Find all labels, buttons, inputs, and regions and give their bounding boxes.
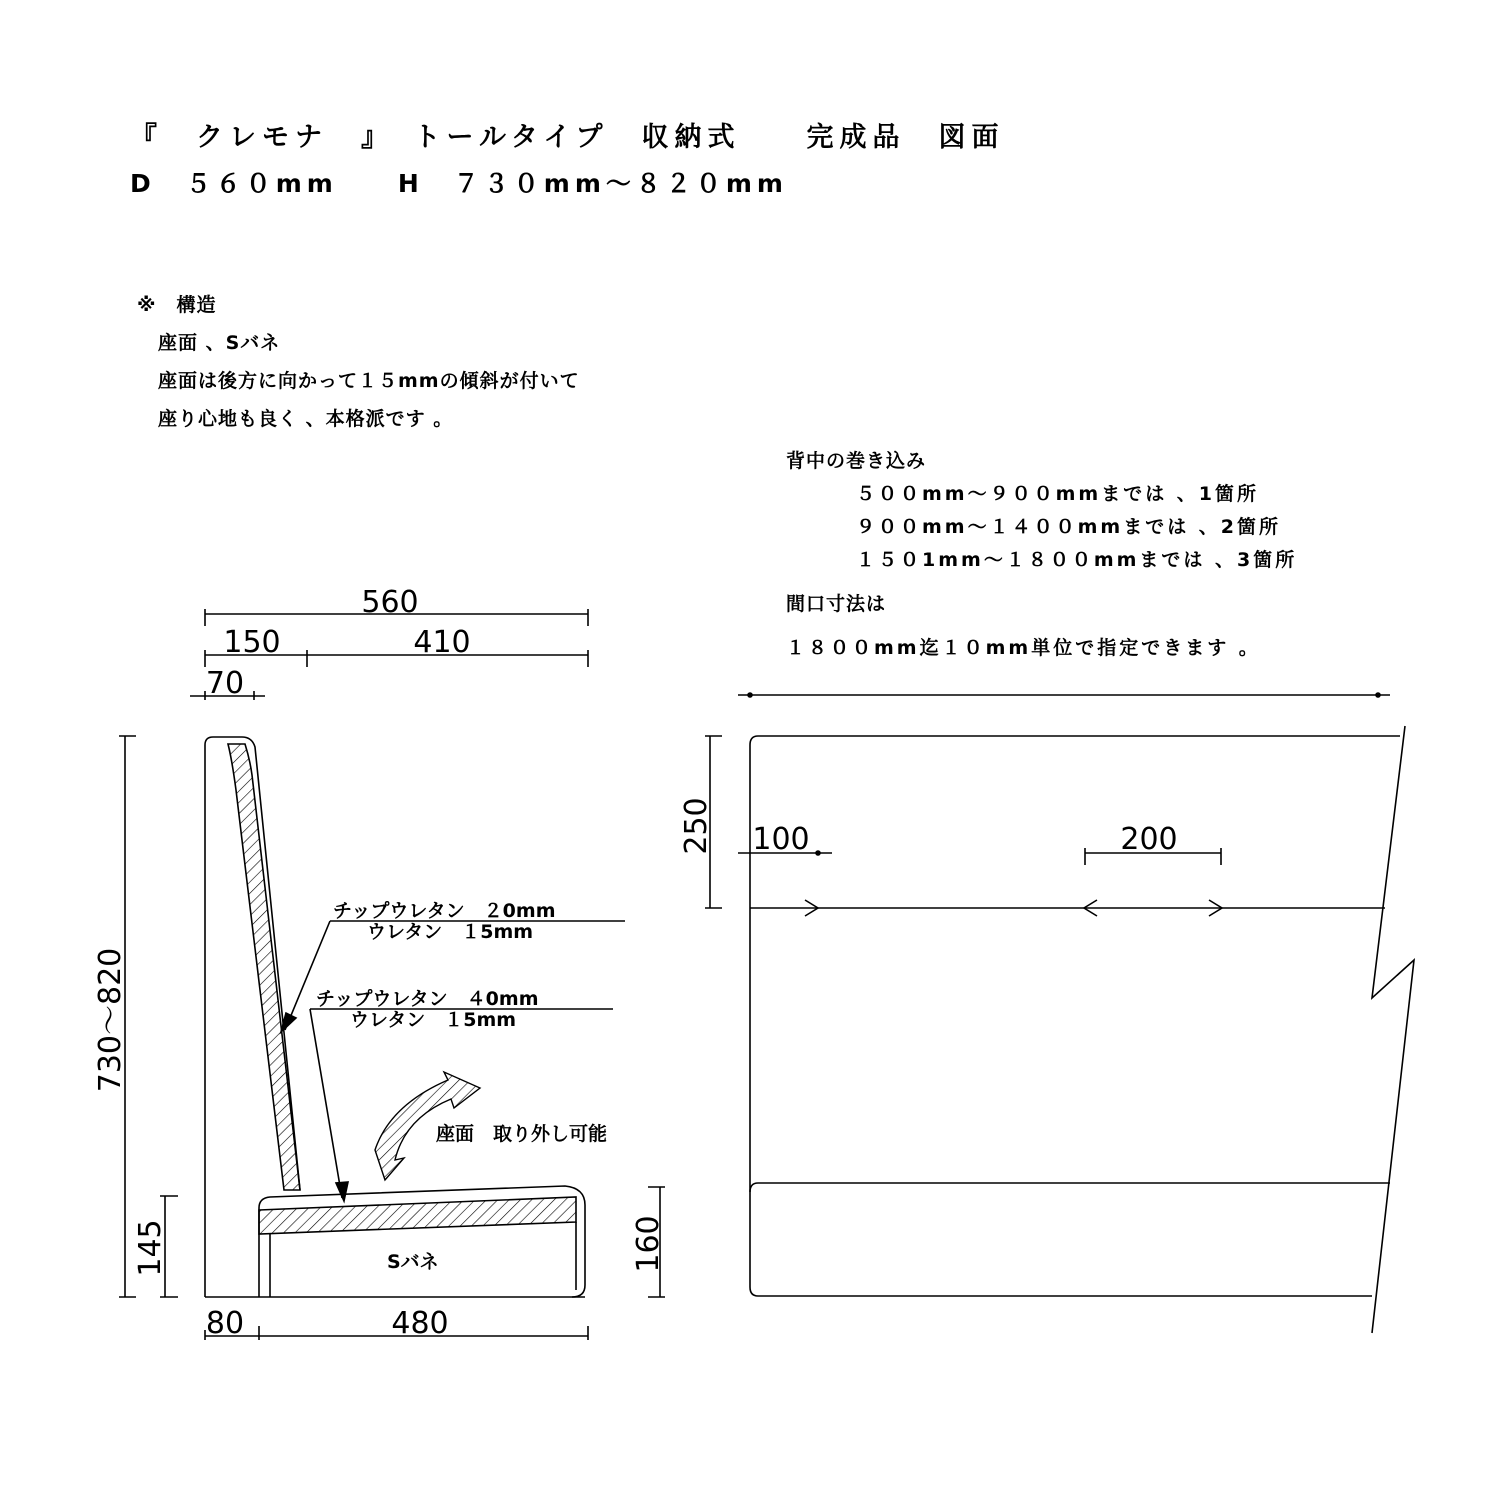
dim-total-height-label: 730～820 [93,947,128,1093]
dim-100-label: 100 [752,822,810,857]
backrest-cushion [228,744,300,1190]
seat-cushion-hatch [259,1197,576,1234]
dim-480-label: 480 [391,1306,449,1341]
backrest-line-3: １５０1mm～１８００mmまでは 、3箇所 [856,549,1298,571]
seat-removable-label: 座面 取り外し可能 [436,1123,608,1145]
dim-250-label: 250 [679,797,714,855]
width-note-label: 間口寸法は [786,593,887,615]
dim-200-label: 200 [1120,822,1178,857]
dim-80-label: 80 [205,1306,245,1341]
dim-70-label: 70 [205,666,245,701]
structure-heading: ※ 構造 [137,294,217,316]
break-line [1372,726,1414,1333]
structure-line-3: 座り心地も良く 、本格派です 。 [158,408,454,430]
structure-line-2: 座面は後方に向かって１５mmの傾斜が付いて [158,370,580,392]
callout-back-line-2: ウレタン １5mm [367,921,534,943]
dim-560-label: 560 [361,585,419,620]
drawing-size: D ５６０mm H ７３０mm～８２０mm [130,169,788,198]
front-seat-panel [750,1183,1390,1192]
spring-label: Sバネ [387,1251,439,1273]
backrest-heading: 背中の巻き込み [786,450,927,472]
callout-seat-line-2: ウレタン １5mm [350,1009,517,1031]
drawing-title: 『 クレモナ 』 トールタイプ 収納式 完成品 図面 [130,122,1005,153]
callout-seat-leader [310,1009,613,1201]
dim-front-width-line [738,693,1390,697]
dim-150-label: 150 [223,625,281,660]
callout-back-line-1: チップウレタン ２0mm [333,900,556,922]
structure-line-1: 座面 、Sバネ [158,332,281,354]
dim-145-label: 145 [133,1219,168,1277]
dim-410-label: 410 [413,625,471,660]
backrest-line-1: ５００mm～９００mmまでは 、1箇所 [856,483,1260,505]
callout-seat-line-1: チップウレタン ４0mm [316,988,539,1010]
front-back-panel [750,736,1400,1296]
dim-160-label: 160 [631,1215,666,1273]
backrest-line-2: ９００mm～１４００mmまでは 、2箇所 [856,516,1282,538]
width-note-text: １８００mm迄１０mm単位で指定できます 。 [786,637,1261,659]
